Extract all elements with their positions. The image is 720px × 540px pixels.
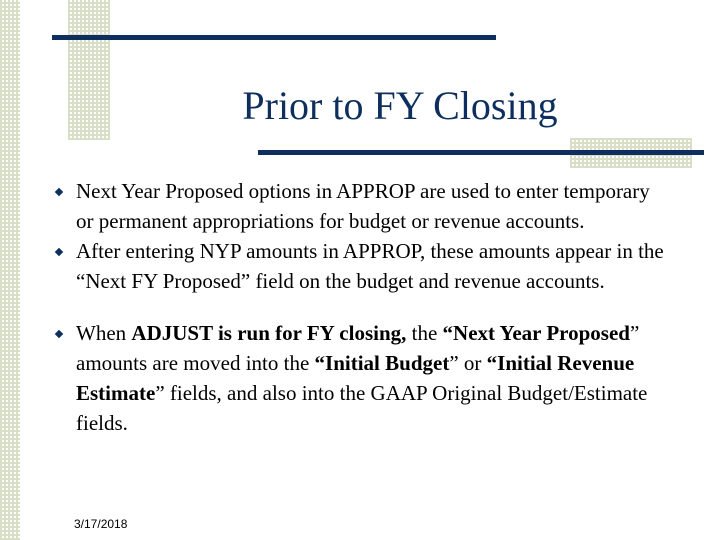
bullet-item bbox=[52, 176, 672, 236]
bullet-item bbox=[52, 236, 672, 296]
decorative-stripe-left bbox=[0, 0, 20, 540]
bullet-item bbox=[52, 318, 672, 438]
title-rule-bottom bbox=[258, 150, 704, 155]
diamond-bullet-icon bbox=[55, 248, 63, 256]
diamond-bullet-icon bbox=[55, 188, 63, 196]
diamond-bullet-icon bbox=[55, 330, 63, 338]
footer-date: 3/17/2018 bbox=[74, 517, 128, 531]
bullet-text: After entering NYP amounts in APPROP, these amounts appear in the “Next FY Proposed” field on the budget and revenue accounts. bbox=[76, 239, 664, 293]
bullet-list bbox=[52, 176, 672, 438]
bullet-text: When ADJUST is run for FY closing, the “Next Year Proposed” amounts are moved into the “Initial Budget” or “Initial Revenue Estimate” fields, and also into the GAAP Original Budget/Estimate fields. bbox=[76, 321, 648, 435]
title-rule-top bbox=[52, 35, 496, 40]
slide-title: Prior to FY Closing bbox=[242, 83, 558, 128]
bullet-text: Next Year Proposed options in APPROP are used to enter temporary or permanent appropriations for budget or revenue accounts. bbox=[76, 179, 650, 233]
